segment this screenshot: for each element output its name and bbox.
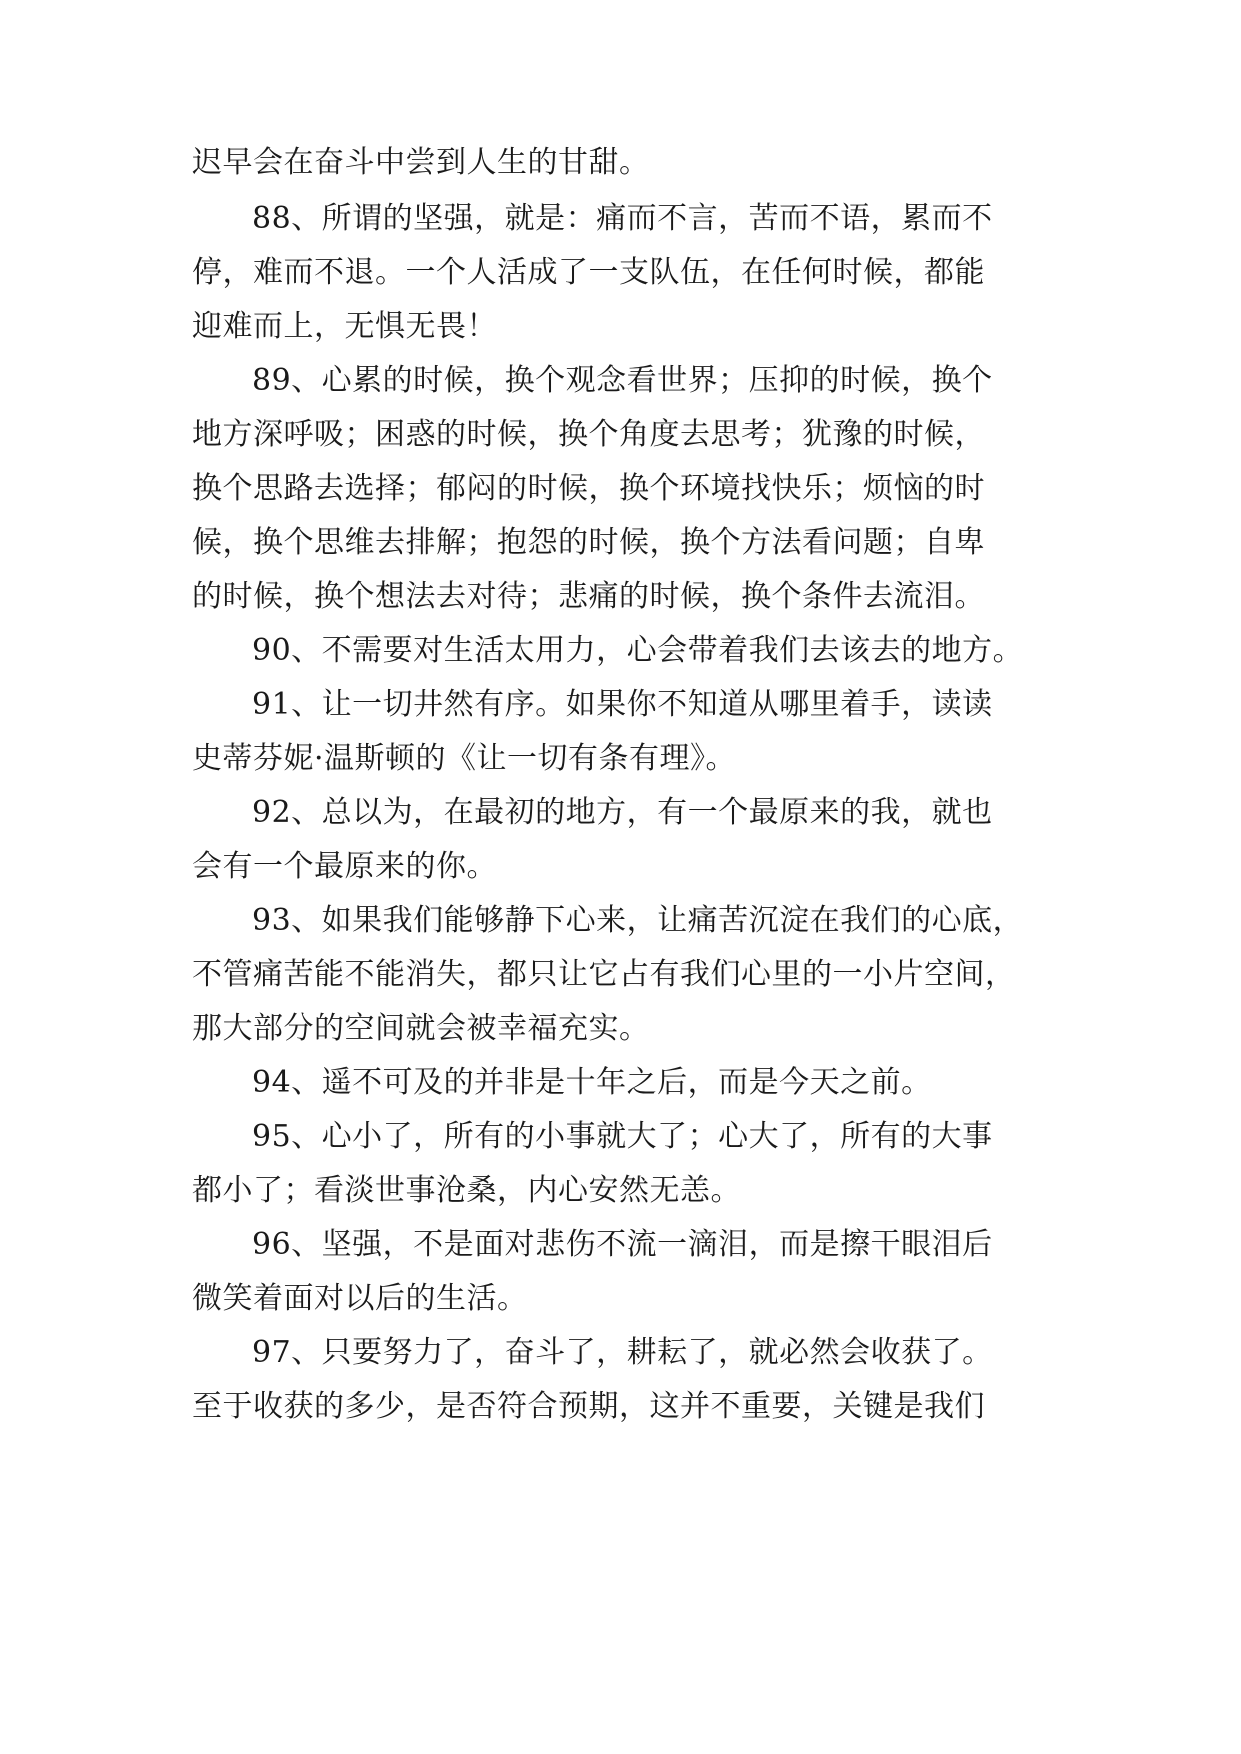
text-line: 90、不需要对生活太用力，心会带着我们去该去的地方。 [252,633,1024,668]
text-line: 97、只要努力了，奋斗了，耕耘了，就必然会收获了。 [252,1335,993,1370]
text-line: 微笑着面对以后的生活。 [192,1281,528,1316]
text-line: 91、让一切井然有序。如果你不知道从哪里着手，读读 [252,687,993,722]
text-line: 都小了；看淡世事沧桑，内心安然无恙。 [192,1173,741,1208]
text-line: 会有一个最原来的你。 [192,849,497,884]
text-line: 迎难而上，无惧无畏！ [192,309,497,344]
text-line: 88、所谓的坚强，就是：痛而不言，苦而不语，累而不 [252,201,993,236]
text-line: 93、如果我们能够静下心来，让痛苦沉淀在我们的心底， [252,903,1024,938]
text-line: 92、总以为，在最初的地方，有一个最原来的我，就也 [252,795,993,830]
text-line: 94、遥不可及的并非是十年之后，而是今天之前。 [252,1065,932,1100]
text-line: 地方深呼吸；困惑的时候，换个角度去思考；犹豫的时候， [192,417,985,452]
text-line: 89、心累的时候，换个观念看世界；压抑的时候，换个 [252,363,993,398]
text-line: 96、坚强，不是面对悲伤不流一滴泪，而是擦干眼泪后 [252,1227,993,1262]
text-line: 迟早会在奋斗中尝到人生的甘甜。 [192,145,650,180]
text-line: 的时候，换个想法去对待；悲痛的时候，换个条件去流泪。 [192,579,985,614]
text-line: 换个思路去选择；郁闷的时候，换个环境找快乐；烦恼的时 [192,471,985,506]
text-line: 不管痛苦能不能消失，都只让它占有我们心里的一小片空间， [192,957,1016,992]
text-line: 史蒂芬妮·温斯顿的《让一切有条有理》。 [192,741,737,776]
text-line: 停，难而不退。一个人活成了一支队伍，在任何时候，都能 [192,255,985,290]
text-line: 候，换个思维去排解；抱怨的时候，换个方法看问题；自卑 [192,525,985,560]
text-line: 那大部分的空间就会被幸福充实。 [192,1011,650,1046]
text-line: 至于收获的多少，是否符合预期，这并不重要，关键是我们 [192,1389,985,1424]
text-line: 95、心小了，所有的小事就大了；心大了，所有的大事 [252,1119,993,1154]
